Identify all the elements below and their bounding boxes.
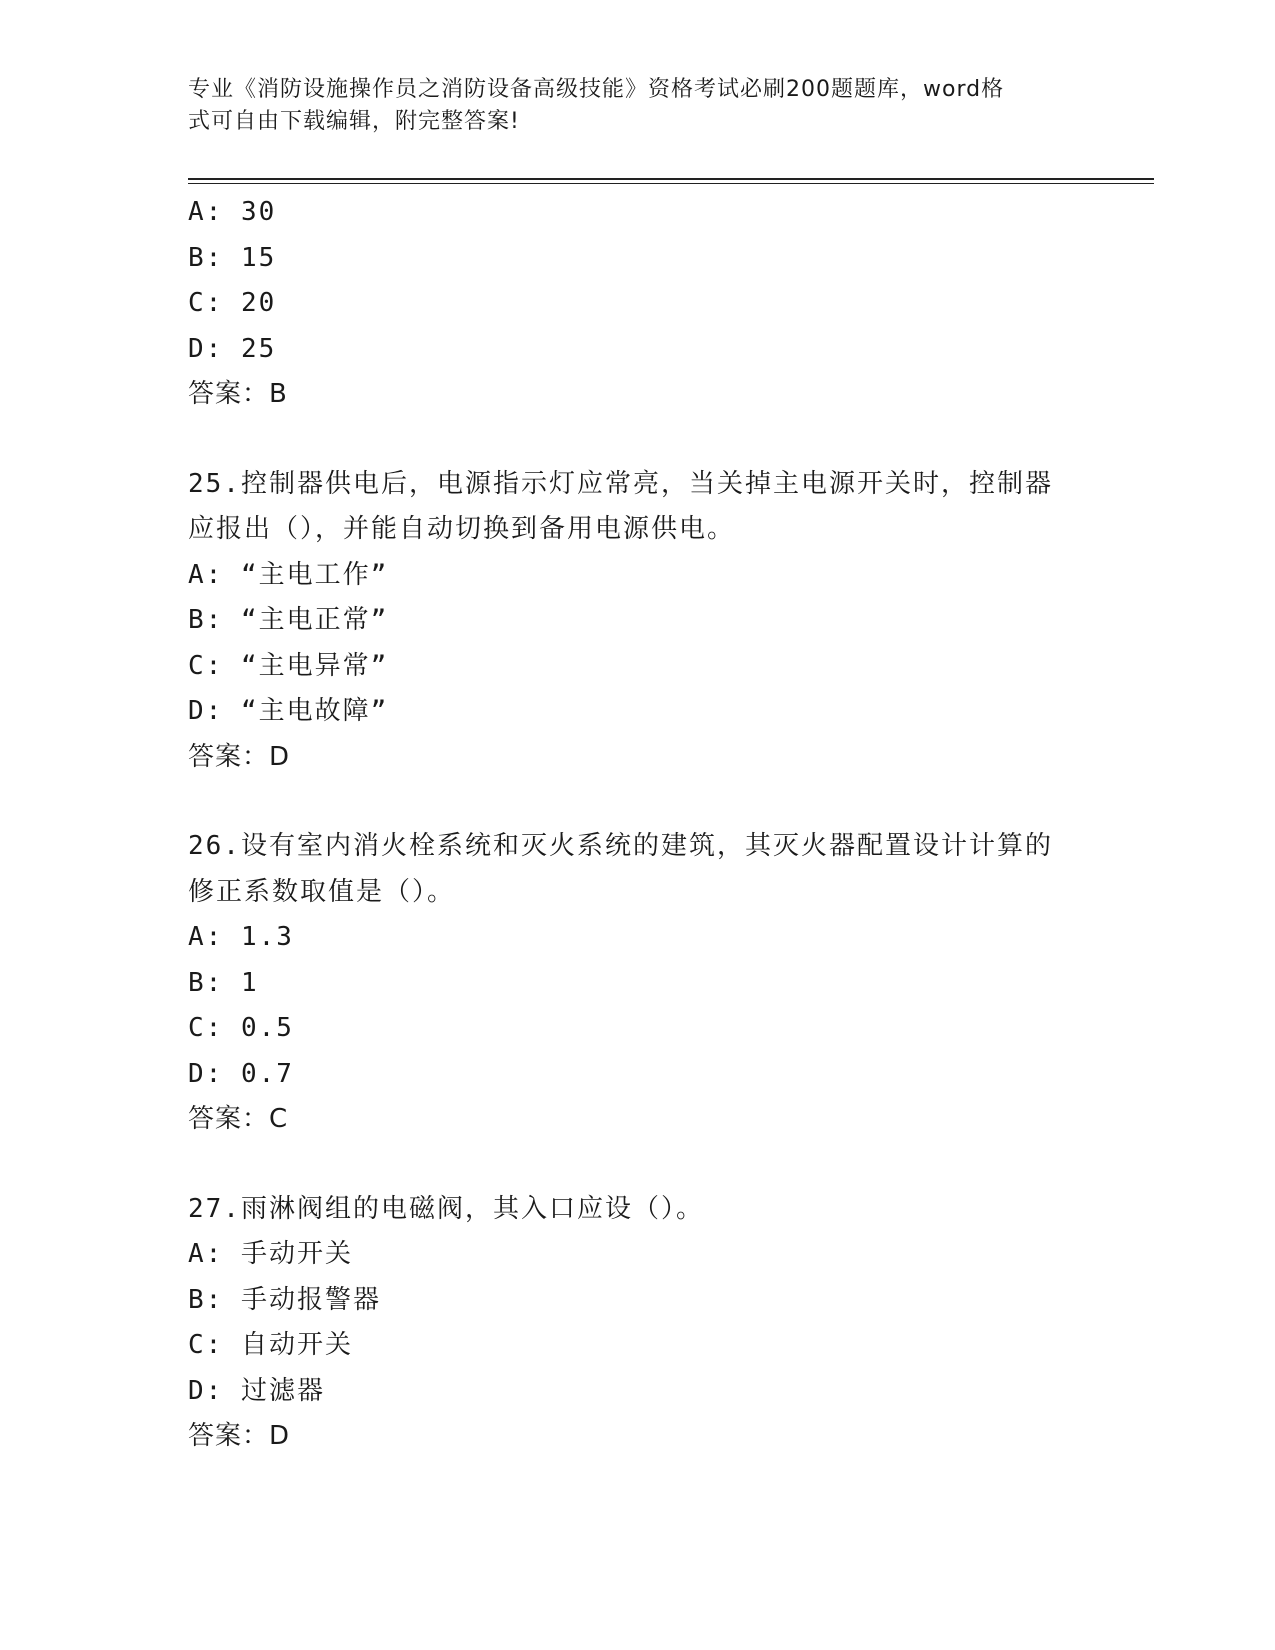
question-25 bbox=[188, 462, 1088, 781]
header-divider-thick bbox=[188, 178, 1154, 180]
question-text-line-1: 27.雨淋阀组的电磁阀，其入口应设（）。 bbox=[188, 1193, 704, 1224]
option-a: A: 1.3 bbox=[188, 922, 294, 952]
question-text-line-2: 应报出（），并能自动切换到备用电源供电。 bbox=[188, 514, 736, 544]
option-d: D: 25 bbox=[188, 333, 277, 364]
answer-line: 答案：D bbox=[188, 741, 291, 772]
option-b: B: 1 bbox=[188, 967, 259, 998]
option-c: C: 20 bbox=[188, 288, 277, 318]
option-b: B: 15 bbox=[188, 242, 277, 273]
page-header bbox=[188, 74, 1068, 138]
question-block-continued bbox=[188, 190, 1088, 418]
option-c: C: “主电异常” bbox=[188, 650, 389, 681]
question-26 bbox=[188, 824, 1088, 1143]
answer-line: 答案：C bbox=[188, 1104, 289, 1134]
option-a: A: 30 bbox=[188, 197, 277, 227]
header-line-1: 专业《消防设施操作员之消防设备高级技能》资格考试必刷200题题库，word格 bbox=[188, 77, 1005, 102]
option-c: C: 0.5 bbox=[188, 1013, 294, 1043]
question-text-line-2: 修正系数取值是（）。 bbox=[188, 876, 456, 907]
header-line-2: 式可自由下载编辑，附完整答案! bbox=[188, 109, 520, 134]
document-body bbox=[188, 190, 1088, 1460]
option-d: D: “主电故障” bbox=[188, 696, 389, 726]
answer-line: 答案：D bbox=[188, 1421, 291, 1451]
option-b: B: “主电正常” bbox=[188, 605, 389, 635]
option-d: D: 过滤器 bbox=[188, 1375, 325, 1406]
answer-line: 答案：B bbox=[188, 379, 288, 409]
option-d: D: 0.7 bbox=[188, 1058, 294, 1089]
option-a: A: 手动开关 bbox=[188, 1239, 353, 1269]
option-b: B: 手动报警器 bbox=[188, 1284, 381, 1315]
option-a: A: “主电工作” bbox=[188, 559, 389, 590]
option-c: C: 自动开关 bbox=[188, 1330, 353, 1360]
question-text-line-1: 25.控制器供电后，电源指示灯应常亮，当关掉主电源开关时，控制器 bbox=[188, 468, 1053, 499]
header-divider-thin bbox=[188, 183, 1154, 184]
question-27 bbox=[188, 1187, 1088, 1460]
question-text-line-1: 26.设有室内消火栓系统和灭火系统的建筑，其灭火器配置设计计算的 bbox=[188, 831, 1053, 861]
